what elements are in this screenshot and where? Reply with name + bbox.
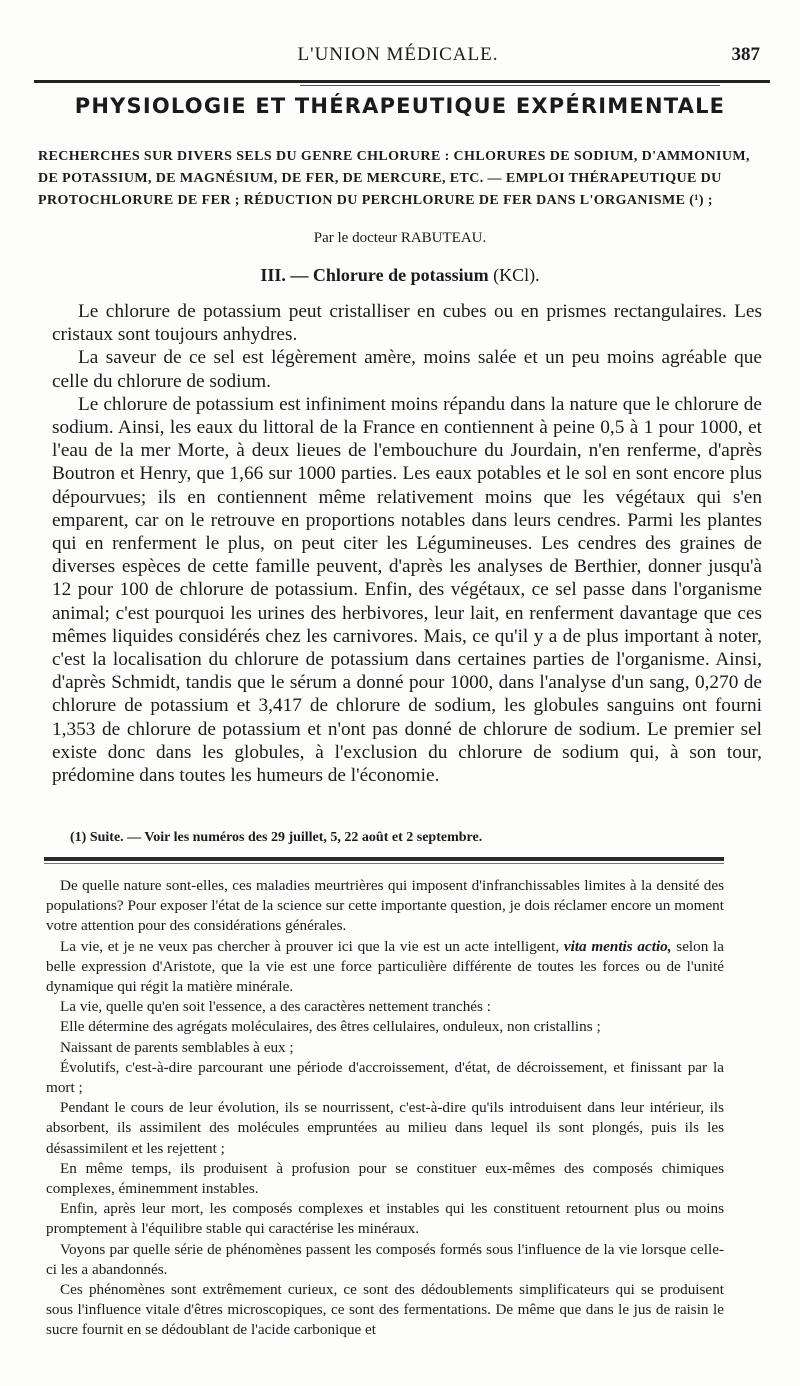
page-number: 387 (731, 44, 760, 65)
article-heading-text: RECHERCHES SUR DIVERS SELS DU GENRE CHLORURE : CHLORURES DE SODIUM, D'AMMONIUM, DE POTASSIUM, DE MAGNÉSIUM, DE FER, DE MERCURE, ETC. — EMPLOI THÉRAPEUTIQUE DU PROTOCHLORURE DE FER ; RÉDUCTION DU PERCHLORURE DE FER DANS L'ORGANISME (¹) ; (38, 149, 750, 208)
feuilleton-paragraph: Pendant le cours de leur évolution, ils se nourrissent, c'est-à-dire qu'ils introduisent dans leur intérieur, ils absorbent, ils assimilent des molécules empruntées au milieu dans lequel ils sont plongés, puis ils les désassimilent et les rejettent ; (46, 1099, 724, 1157)
feuilleton-paragraph: En même temps, ils produisent à profusion pour se constituer eux-mêmes des composés chimiques complexes, éminemment instables. (46, 1159, 724, 1198)
feuilleton-text-run: La vie, et je ne veux pas chercher à prouver ici que la vie est un acte intelligent, (60, 937, 560, 955)
running-head (36, 44, 760, 74)
feuilleton-paragraph: Elle détermine des agrégats moléculaires, des êtres cellulaires, onduleux, non cristallins ; (60, 1018, 601, 1036)
feuilleton-paragraph: Évolutifs, c'est-à-dire parcourant une période d'accroissement, d'état, de décroissement, et finissant par la mort ; (46, 1058, 724, 1097)
subsection-title: Chlorure de potassium (312, 265, 489, 285)
subsection-heading (40, 265, 760, 286)
body-paragraph: La saveur de ce sel est légèrement amère, moins salée et un peu moins agréable que celle du chlorure de sodium. (52, 347, 762, 392)
subsection-formula: (KCl). (493, 265, 540, 285)
feuilleton-paragraph: Voyons par quelle série de phénomènes passent les composés formés sous l'influence de la vie lorsque celle-ci les a abandonnés. (46, 1240, 724, 1278)
feuilleton-paragraph: Naissant de parents semblables à eux ; (60, 1038, 294, 1056)
author-byline: Par le docteur RABUTEAU. (313, 230, 487, 246)
section-title: PHYSIOLOGIE ET THÉRAPEUTIQUE EXPÉRIMENTALE (74, 94, 726, 118)
header-rule-thin (300, 85, 720, 86)
body-paragraph: Le chlorure de potassium peut cristalliser en cubes ou en prismes rectangulaires. Les cristaux sont toujours anhydres. (52, 301, 762, 346)
subsection-number: III. — (260, 265, 309, 285)
feuilleton-separator-rule (44, 857, 724, 861)
article-heading (38, 146, 762, 212)
latin-quote: vita mentis actio, (563, 937, 672, 955)
header-rule (34, 80, 770, 83)
article-body (52, 300, 762, 787)
feuilleton-paragraph: Enfin, après leur mort, les composés complexes et instables qui les constituent retournent plus ou moins promptement à l'équilibre stable qui caractérise les minéraux. (46, 1200, 724, 1238)
feuilleton-text-run: selon la belle expression d'Aristote, que la vie est une force particulière différente de toutes les forces ou de l'unité dynamique qui régit la matière minérale. (46, 937, 725, 996)
running-title: L'UNION MÉDICALE. (297, 44, 499, 65)
feuilleton-paragraph (46, 937, 724, 998)
feuilleton-text (46, 876, 724, 1341)
body-paragraph: Le chlorure de potassium est infiniment moins répandu dans la nature que le chlorure de sodium. Ainsi, les eaux du littoral de la France en contiennent à peine 0,5 à 1 pour 1000, et l'eau de la mer Morte, à deux lieues de l'embouchure du Jourdain, n'en renferme, d'après Boutron et Henry, que 1,66 sur 1000 parties. Les eaux potables et le sol en sont encore plus dépourvues; ils en contiennent même relativement moins que les végétaux qui s'en emparent, car on le retrouve en proportions notables dans leurs cendres. Parmi les plantes qui en renferment le plus, on peut citer les Légumineuses. Les cendres des graines de diverses espèces de cette famille peuvent, d'après les analyses de Berthier, donner jusqu'à 12 pour 100 de chlorure de potassium. Enfin, des végétaux, ce sel passe dans l'organisme animal; c'est pourquoi les urines des herbivores, leur lait, en renferment davantage que ces mêmes liquides considérés chez les carnivores. Mais, ce qu'il y a de plus important à noter, c'est la localisation du chlorure de potassium dans certaines parties de l'organisme. Ainsi, d'après Schmidt, tandis que le sérum a donné pour 1000, dans l'analyse d'un sang, 0,270 de chlorure de potassium et 3,417 de chlorure de sodium, les globules sanguins ont fourni 1,353 de chlorure de potassium et n'ont pas donné de chlorure de sodium. Le premier sel existe donc dans les globules, à l'exclusion du chlorure de sodium qui, à son tour, prédomine dans toutes les humeurs de l'économie. (52, 393, 762, 787)
feuilleton-paragraph: De quelle nature sont-elles, ces maladies meurtrières qui imposent d'infranchissables limites à la densité des populations? Pour exposer l'état de la science sur cette importante question, je dois réclamer encore un moment votre attention pour des considérations générales. (46, 877, 724, 935)
feuilleton-separator-rule-thin (44, 863, 724, 864)
feuilleton-paragraph: La vie, quelle qu'en soit l'essence, a des caractères nettement tranchés : (60, 998, 491, 1016)
feuilleton-paragraph: Ces phénomènes sont extrêmement curieux, ce sont des dédoublements simplificateurs qui se produisent sous l'influence vitale d'êtres microscopiques, ce sont des fermentations. De même que dans le jus de raisin le sucre fournit en se dédoublant de l'acide carbonique et (46, 1281, 724, 1339)
footnote: (1) Suite. — Voir les numéros des 29 juillet, 5, 22 août et 2 septembre. (70, 830, 483, 845)
